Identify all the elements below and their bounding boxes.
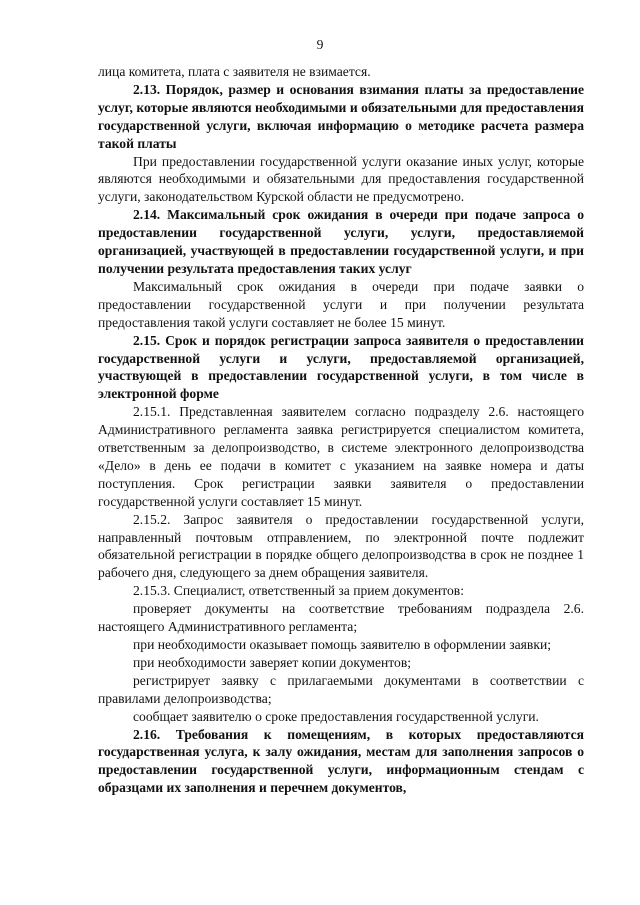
list-item: при необходимости заверяет копии документов;: [133, 654, 412, 670]
list-item: при необходимости оказывает помощь заявителю в оформлении заявки;: [133, 637, 552, 652]
text-paragraph: 2.15.1. Представленная заявителем согласно подразделу 2.6. настоящего Административного регламента заявка регистрируется специалистом комитета, ответственным за делопроизводство, в системе электронного делопроизводства «Дело» в день ее подачи в комитет с указанием на заявке номера и даты поступления. Срок регистрации заявки заявителя о предоставлении государственной услуги составляет 15 минут.: [98, 404, 584, 509]
section-heading-2-13: 2.13. Порядок, размер и основания взимания платы за предоставление услуг, которые являются необходимыми и обязательными для предоставления государственной услуги, включая информацию о методике расчета размера такой платы: [98, 81, 584, 151]
document-body: [98, 63, 584, 797]
text-paragraph: лица комитета, плата с заявителя не взимается.: [98, 64, 371, 79]
text-paragraph: 2.15.2. Запрос заявителя о предоставлении государственной услуги, направленный почтовым отправлением, по электронной почте подлежит обязательной регистрации в порядке общего делопроизводства в срок не позднее 1 рабочего дня, следующего за днем обращения заявителя.: [98, 511, 584, 581]
section-heading-2-16: 2.16. Требования к помещениям, в которых предоставляются государственная услуга, к залу ожидания, местам для заполнения запросов о предоставлении государственной услуги, информационным стендам с образцами их заполнения и перечнем документов,: [98, 726, 584, 796]
page-number: 9: [316, 37, 324, 52]
list-item: регистрирует заявку с прилагаемыми документами в соответствии с правилами делопроизводства;: [98, 672, 584, 706]
text-paragraph: 2.15.3. Специалист, ответственный за прием документов:: [133, 583, 464, 599]
section-heading-2-15: 2.15. Срок и порядок регистрации запроса заявителя о предоставлении государственной услуги и услуги, предоставляемой организацией, участвующей в предоставлении государственной услуги, в том числе в электронной форме: [98, 332, 584, 402]
section-heading-2-14: 2.14. Максимальный срок ожидания в очереди при подаче запроса о предоставлении государственной услуги, услуги, предоставляемой организацией, участвующей в предоставлении государственной услуги, и при получении результата предоставления таких услуг: [98, 207, 584, 276]
text-paragraph: Максимальный срок ожидания в очереди при подаче заявки о предоставлении государственной услуги и при получении результата предоставления такой услуги составляет не более 15 минут.: [98, 278, 584, 330]
list-item: проверяет документы на соответствие требованиям подраздела 2.6. настоящего Административного регламента;: [98, 601, 584, 635]
text-paragraph: При предоставлении государственной услуги оказание иных услуг, которые являются необходимыми и обязательными для предоставления государственной услуги, законодательством Курской области не предусмотрено.: [98, 153, 584, 205]
list-item: сообщает заявителю о сроке предоставления государственной услуги.: [133, 708, 539, 724]
